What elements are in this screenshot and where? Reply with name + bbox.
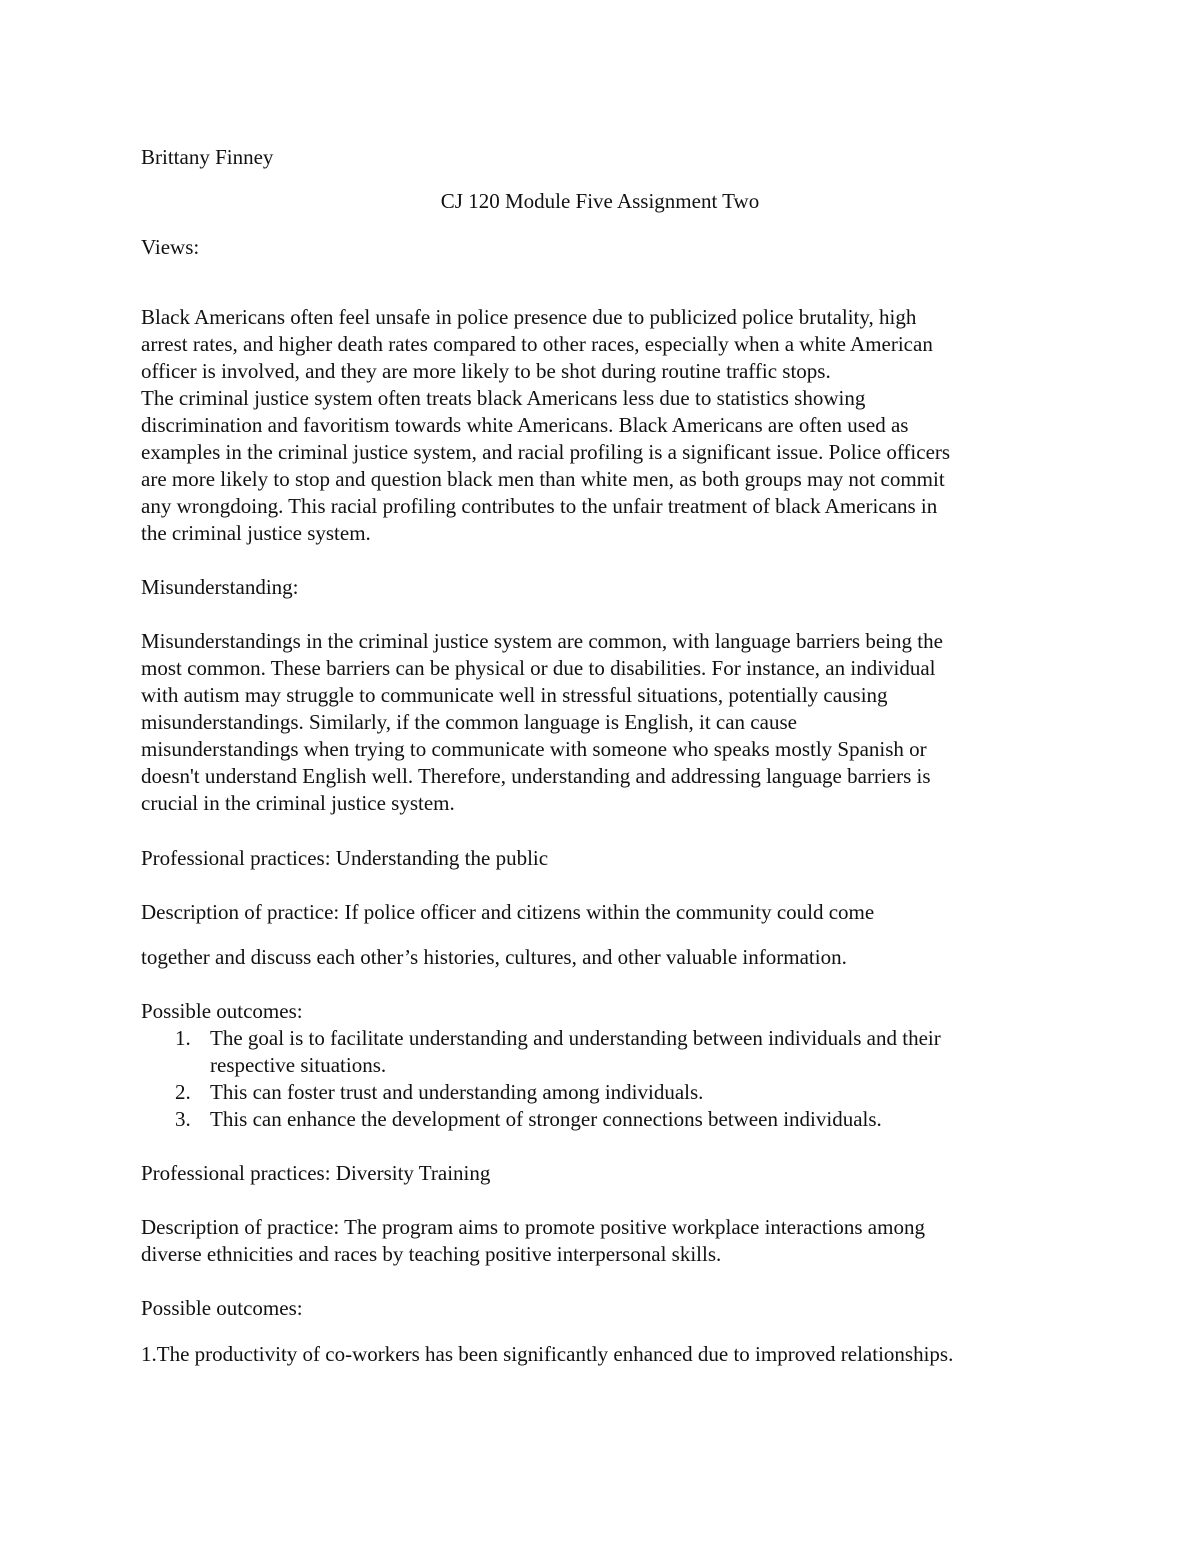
views-line: any wrongdoing. This racial profiling contributes to the unfair treatment of black Americans in <box>141 494 938 518</box>
practice1-description-line: Description of practice: If police officer and citizens within the community could come <box>141 900 875 924</box>
misunderstanding-paragraph <box>141 628 1071 817</box>
list-item-number: 3. <box>175 1107 191 1131</box>
list-item-number: 1. <box>175 1026 191 1050</box>
author-name: Brittany Finney <box>141 145 274 169</box>
list-item-number: 2. <box>175 1080 191 1104</box>
views-heading: Views: <box>141 235 200 259</box>
misunderstanding-line: doesn't understand English well. Therefore, understanding and addressing language barriers is <box>141 764 931 788</box>
misunderstanding-line: misunderstandings. Similarly, if the common language is English, it can cause <box>141 710 797 734</box>
practice2-description-line: Description of practice: The program aims to promote positive workplace interactions among <box>141 1215 925 1239</box>
practice2-description <box>141 1214 1071 1268</box>
list-item-line: This can enhance the development of stronger connections between individuals. <box>210 1107 882 1131</box>
list-item-line: The goal is to facilitate understanding and understanding between individuals and their <box>210 1026 941 1050</box>
practice2-heading: Professional practices: Diversity Training <box>141 1161 491 1185</box>
misunderstanding-heading: Misunderstanding: <box>141 575 299 599</box>
views-line: discrimination and favoritism towards white Americans. Black Americans are often used as <box>141 413 909 437</box>
views-paragraph <box>141 304 1071 547</box>
misunderstanding-line: crucial in the criminal justice system. <box>141 791 455 815</box>
list-item-text <box>210 1079 1071 1106</box>
list-item-text <box>210 1025 1071 1079</box>
views-line: The criminal justice system often treats black Americans less due to statistics showing <box>141 386 866 410</box>
views-line: the criminal justice system. <box>141 521 371 545</box>
views-line: officer is involved, and they are more likely to be shot during routine traffic stops. <box>141 359 831 383</box>
document-title: CJ 120 Module Five Assignment Two <box>440 189 760 213</box>
list-item <box>141 1025 1071 1079</box>
practice1-description-line: together and discuss each other’s histories, cultures, and other valuable information. <box>141 945 847 969</box>
views-line: arrest rates, and higher death rates compared to other races, especially when a white American <box>141 332 933 356</box>
practice1-outcomes-heading: Possible outcomes: <box>141 999 303 1023</box>
misunderstanding-line: Misunderstandings in the criminal justice system are common, with language barriers being the <box>141 629 943 653</box>
misunderstanding-line: with autism may struggle to communicate well in stressful situations, potentially causing <box>141 683 888 707</box>
practice2-outcome-item: 1.The productivity of co-workers has been significantly enhanced due to improved relationships. <box>141 1342 954 1366</box>
list-item-line: This can foster trust and understanding among individuals. <box>210 1080 704 1104</box>
views-line: are more likely to stop and question black men than white men, as both groups may not commit <box>141 467 945 491</box>
views-line: examples in the criminal justice system, and racial profiling is a significant issue. Police officers <box>141 440 951 464</box>
practice1-heading: Professional practices: Understanding the public <box>141 846 549 870</box>
views-line: Black Americans often feel unsafe in police presence due to publicized police brutality, high <box>141 305 917 329</box>
list-item <box>141 1106 1071 1133</box>
practice2-outcomes-heading: Possible outcomes: <box>141 1296 303 1320</box>
list-item <box>141 1079 1071 1106</box>
misunderstanding-line: misunderstandings when trying to communicate with someone who speaks mostly Spanish or <box>141 737 927 761</box>
list-item-line: respective situations. <box>210 1053 387 1077</box>
misunderstanding-line: most common. These barriers can be physical or due to disabilities. For instance, an individual <box>141 656 936 680</box>
list-item-text <box>210 1106 1071 1133</box>
practice1-outcomes-list <box>141 1025 1071 1133</box>
practice2-description-line: diverse ethnicities and races by teaching positive interpersonal skills. <box>141 1242 722 1266</box>
